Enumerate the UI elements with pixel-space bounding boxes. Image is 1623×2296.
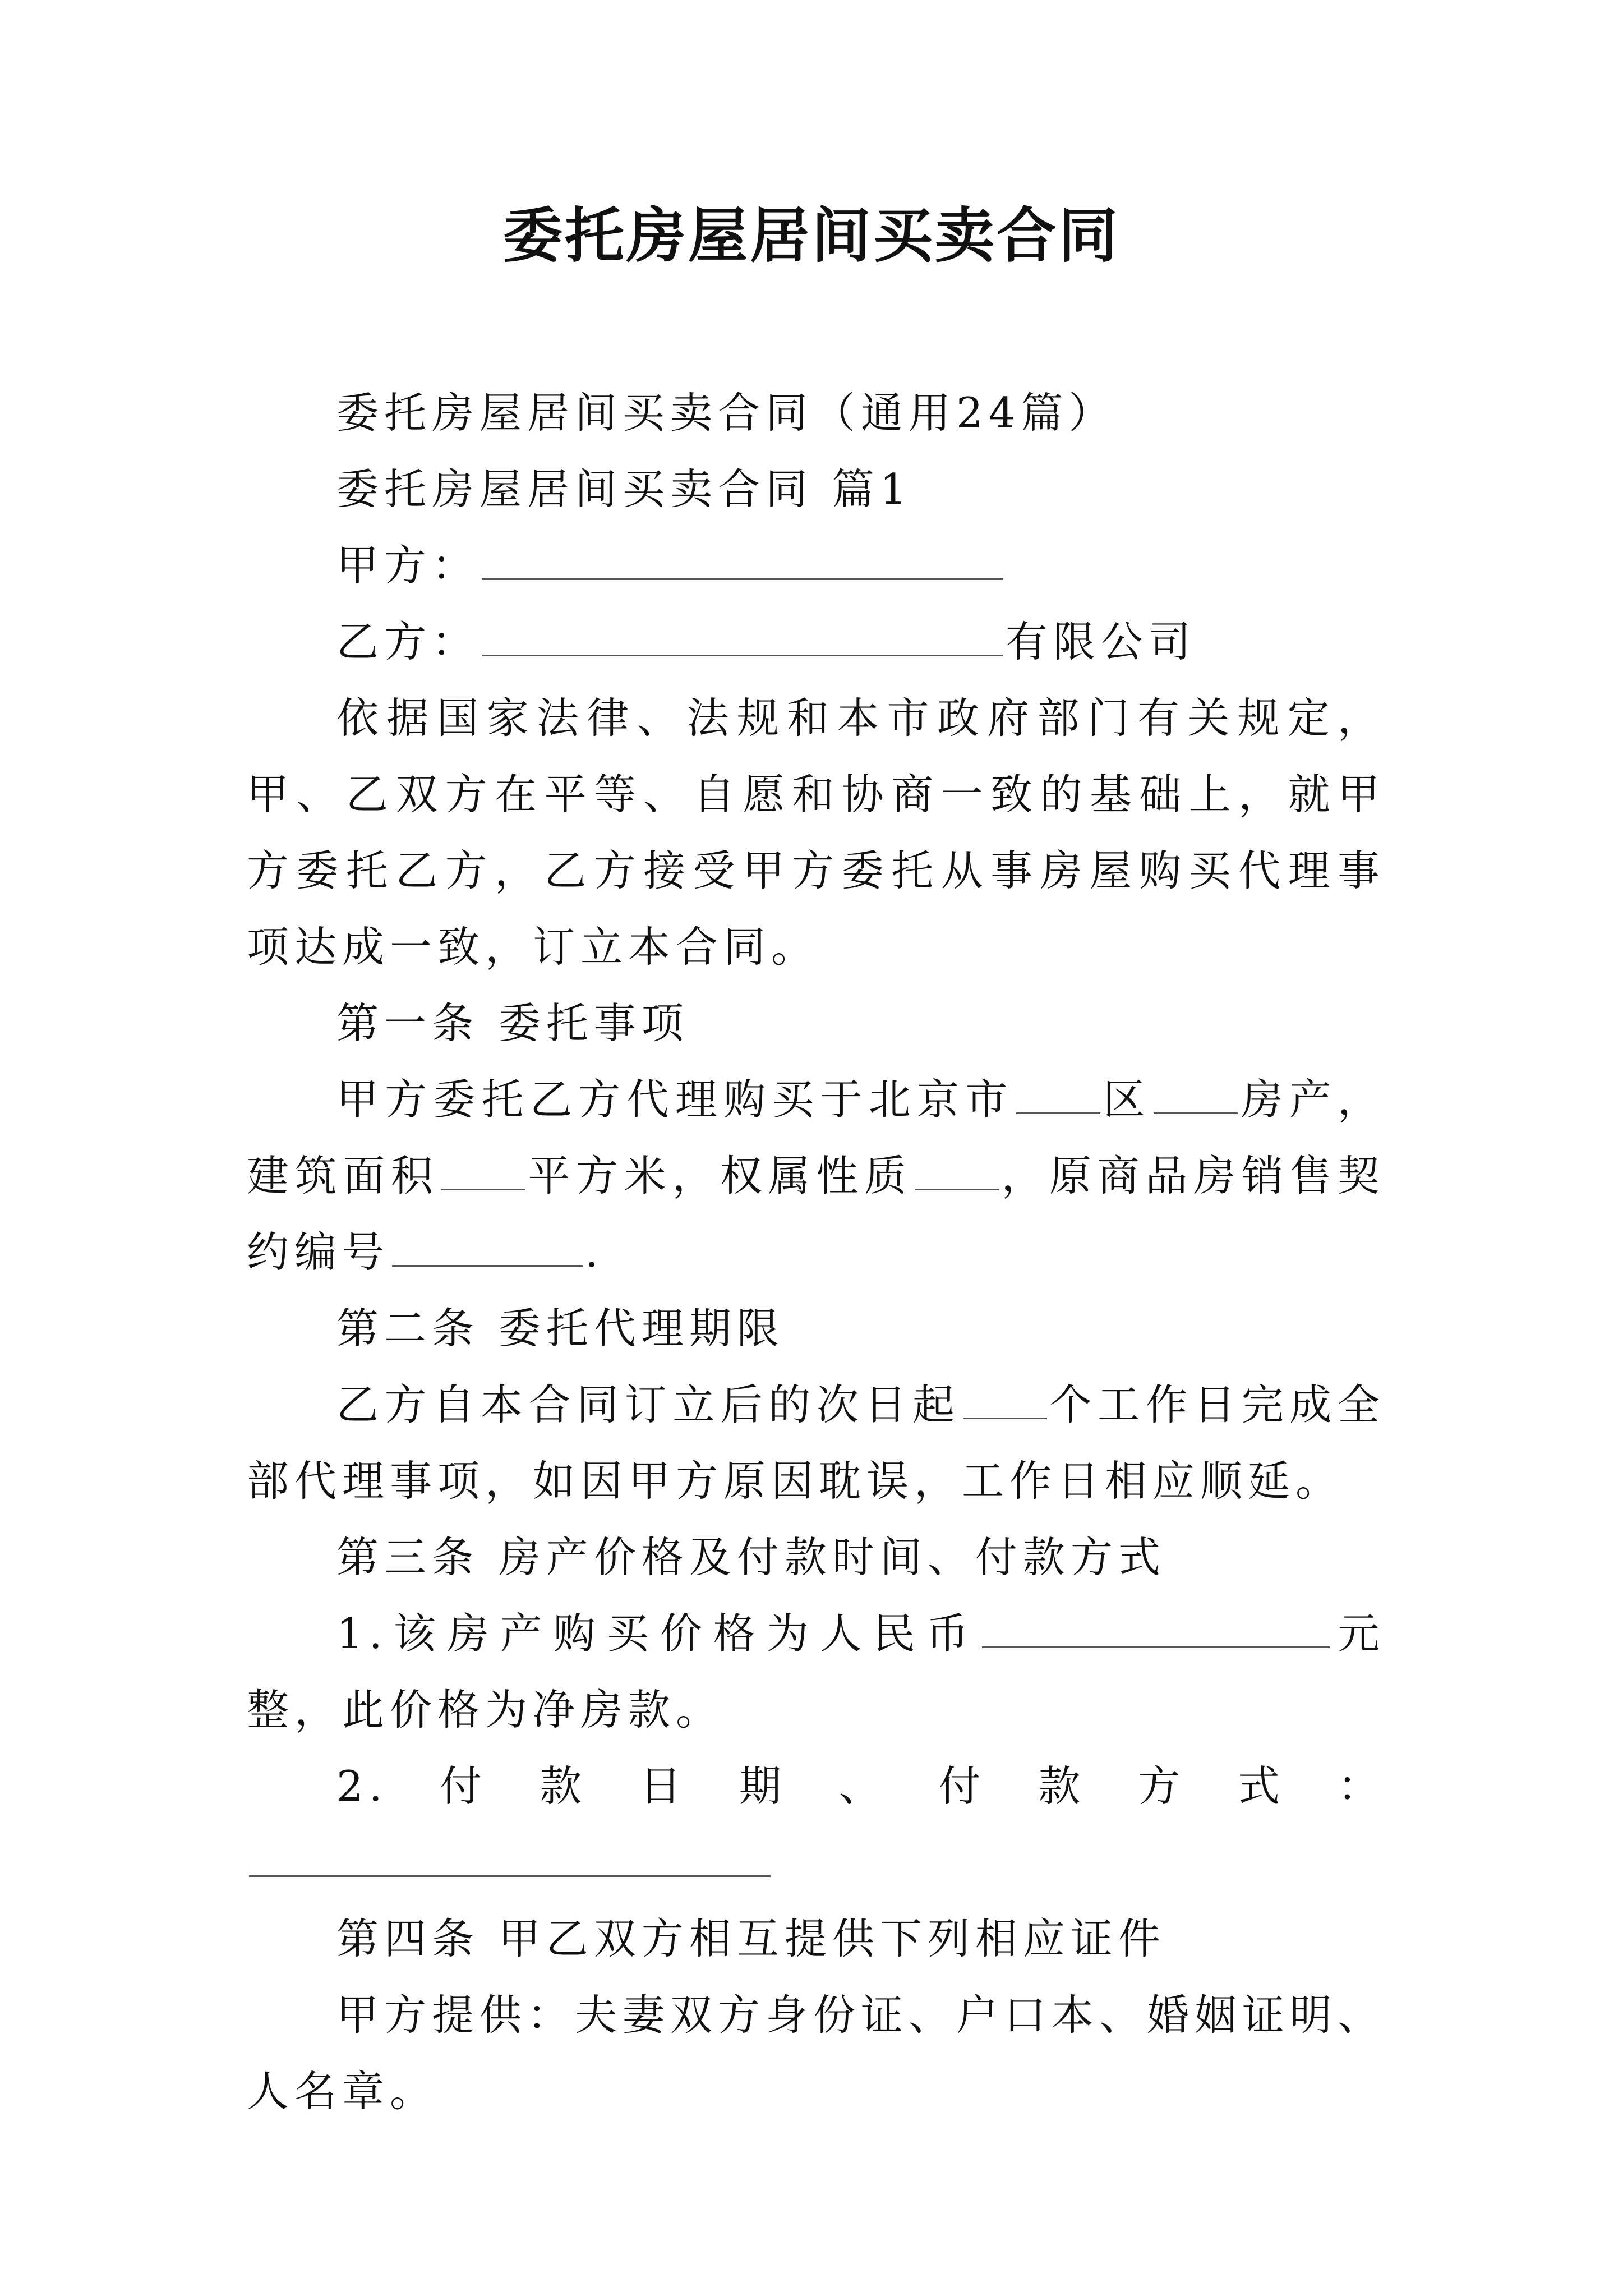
article1-paragraph xyxy=(247,1061,1385,1290)
article2-text-1: 乙方自本合同订立后的次日起 xyxy=(336,1380,961,1429)
article1-text-3: 房产，建筑面积 xyxy=(247,1075,1385,1200)
article2-heading: 第二条 委托代理期限 xyxy=(336,1304,785,1353)
article4-heading: 第四条 甲乙双方相互提供下列相应证件 xyxy=(336,1914,1166,1963)
article2-paragraph xyxy=(247,1366,1385,1519)
article1-text-4: 平方米，权属性质 xyxy=(527,1151,912,1200)
article1-text-2: 区 xyxy=(1102,1075,1152,1124)
article4-party-a: 甲方提供：夫妻双方身份证、户口本、婚姻证明、人名章。 xyxy=(247,1990,1386,2116)
party-b-blank xyxy=(482,619,1003,656)
subtitle: 委托房屋居间买卖合同（通用24篇） xyxy=(336,388,1117,438)
article1-text-1: 甲方委托乙方代理购买于北京市 xyxy=(336,1075,1014,1124)
party-a-line xyxy=(247,527,1385,604)
article3-item2-text: 2.付款日期、付款方式： xyxy=(336,1761,1385,1811)
article1-text-6: . xyxy=(585,1227,604,1277)
document-body xyxy=(247,375,1385,2129)
party-a-blank xyxy=(482,542,1003,580)
party-b-suffix: 有限公司 xyxy=(1006,617,1197,666)
party-b-line xyxy=(247,604,1385,680)
ownership-blank xyxy=(915,1153,999,1190)
area-blank xyxy=(441,1153,525,1190)
article1-heading: 第一条 委托事项 xyxy=(336,999,689,1048)
workdays-blank xyxy=(963,1382,1047,1419)
contract-number-blank xyxy=(392,1229,583,1267)
article3-item2 xyxy=(247,1748,1385,1901)
preamble-paragraph: 依据国家法律、法规和本市政府部门有关规定，甲、乙双方在平等、自愿和协商一致的基础上，就甲方委托乙方，乙方接受甲方委托从事房屋购买代理事项达成一致，订立本合同。 xyxy=(247,693,1385,972)
article2-text-2: 个工作日完成全部代理事项，如因甲方原因耽误，工作日相应顺延。 xyxy=(247,1380,1385,1506)
article3-item1-text-2: 元整，此价格为净房款。 xyxy=(247,1609,1385,1734)
article3-item1-text-1: 1.该房产购买价格为人民币 xyxy=(336,1609,980,1658)
document-title: 委托房屋居间买卖合同 xyxy=(503,200,1120,270)
party-b-label: 乙方： xyxy=(336,617,480,666)
payment-method-blank xyxy=(249,1839,771,1877)
article1-text-5: ，原商品房销售契约编号 xyxy=(247,1151,1385,1277)
price-blank xyxy=(982,1611,1330,1648)
article3-heading: 第三条 房产价格及付款时间、付款方式 xyxy=(336,1533,1166,1582)
section-heading: 委托房屋居间买卖合同 篇1 xyxy=(336,464,912,514)
district-blank xyxy=(1016,1076,1100,1114)
property-blank xyxy=(1154,1076,1238,1114)
article3-item1 xyxy=(247,1595,1385,1748)
party-a-label: 甲方： xyxy=(336,541,480,590)
